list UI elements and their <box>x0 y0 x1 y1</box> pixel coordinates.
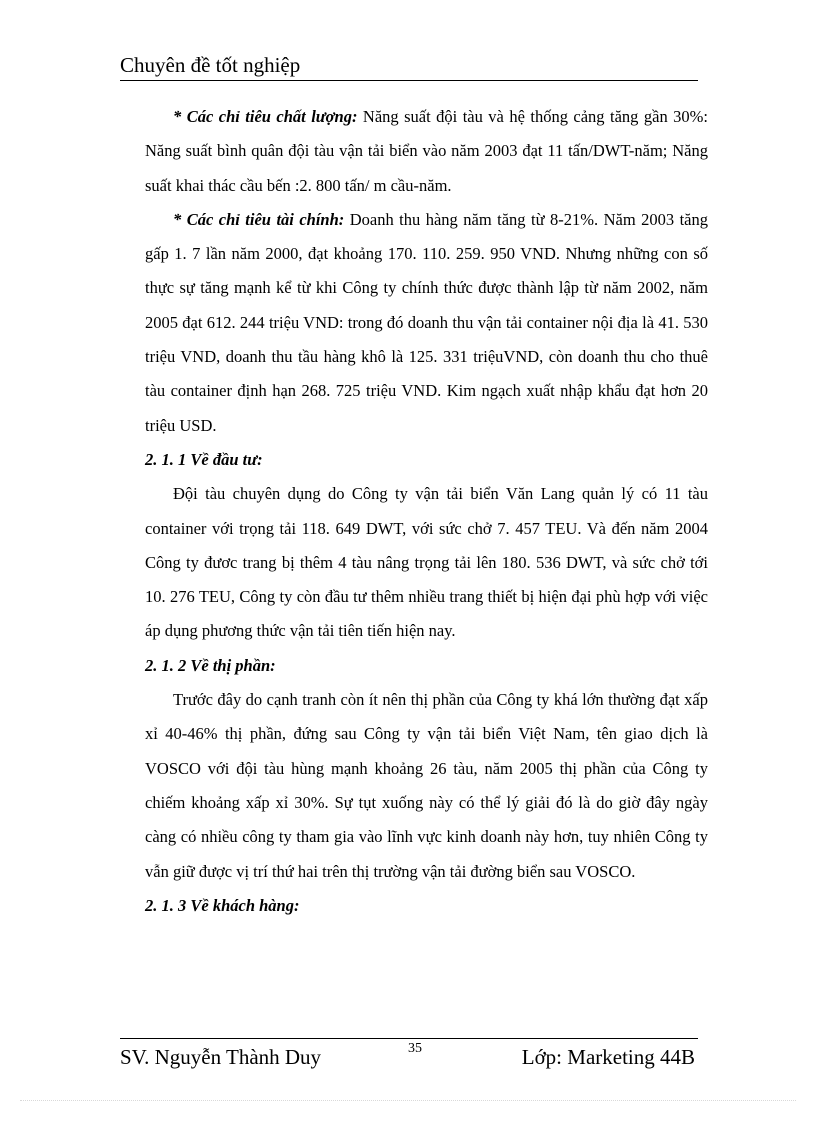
section-heading-investment: 2. 1. 1 Về đầu tư: <box>145 449 263 469</box>
page-bottom-edge <box>20 1100 796 1101</box>
financial-indicators-paragraph <box>145 203 708 443</box>
header-divider <box>120 80 698 81</box>
footer-divider <box>120 1038 698 1039</box>
document-body <box>145 100 708 923</box>
quality-indicators-label: * Các chỉ tiêu chất lượng: <box>173 107 358 126</box>
footer-page-number: 35 <box>408 1041 422 1056</box>
financial-indicators-label: * Các chỉ tiêu tài chính: <box>173 209 345 229</box>
footer-class-label: Lớp: Marketing 44B <box>521 1045 695 1069</box>
investment-paragraph: Đội tàu chuyên dụng do Công ty vận tải biển Văn Lang quản lý có 11 tàu container với trọng tải 118. 649 DWT, với sức chở 7. 457 TEU. Và đến năm 2004 Công ty đươc trang bị thêm 4 tàu nâng trọng tải lên 180. 536 DWT, và sức chở tới 10. 276 TEU, Công ty còn đầu tư thêm nhiều trang thiết bị hiện đại phù hợp với việc áp dụng phương thức vận tải tiên tiến hiện nay. <box>145 484 708 641</box>
financial-indicators-text: Doanh thu hàng năm tăng từ 8-21%. Năm 2003 tăng gấp 1. 7 lần năm 2000, đạt khoảng 170. 110. 259. 950 VND. Nhưng những con số thực sự tăng mạnh kể từ khi Công ty chính thức được thành lập từ năm 2002, năm 2005 đạt 612. 244 triệu VND: trong đó doanh thu vận tải container nội địa là 41. 530 triệu VND, doanh thu tầu hàng khô là 125. 331 triệuVND, còn doanh thu cho thuê tàu container định hạn 268. 725 triệu VND. Kim ngạch xuất nhập khẩu đạt hơn 20 triệu USD. <box>145 209 708 435</box>
market-share-paragraph: Trước đây do cạnh tranh còn ít nên thị phần của Công ty khá lớn thường đạt xấp xỉ 40-46% thị phần, đứng sau Công ty vận tải biển Việt Nam, tên giao dịch là VOSCO với đội tàu hùng mạnh khoảng 26 tàu, năm 2005 thị phần của Công ty chiếm khoảng xấp xỉ 30%. Sự tụt xuống này có thể lý giải đó là do giờ đây ngày càng có nhiều công ty tham gia vào lĩnh vực kinh doanh này hơn, tuy nhiên Công ty vẫn giữ được vị trí thứ hai trên thị trường vận tải đường biển sau VOSCO. <box>145 690 708 881</box>
quality-indicators-paragraph <box>145 100 708 203</box>
section-heading-market-share: 2. 1. 2 Về thị phần: <box>145 655 276 675</box>
footer-student-name: SV. Nguyễn Thành Duy <box>120 1045 322 1069</box>
section-heading-customers: 2. 1. 3 Về khách hàng: <box>145 895 300 915</box>
page-header-title: Chuyên đề tốt nghiệp <box>120 53 301 77</box>
quality-indicators-text: Năng suất đội tàu và hệ thống cảng tăng gần 30%: Năng suất bình quân đội tàu vận tải biển vào năm 2003 đạt 11 tấn/DWT-năm; Năng suất khai thác cầu bến :2. 800 tấn/ m cầu-năm. <box>145 107 708 195</box>
